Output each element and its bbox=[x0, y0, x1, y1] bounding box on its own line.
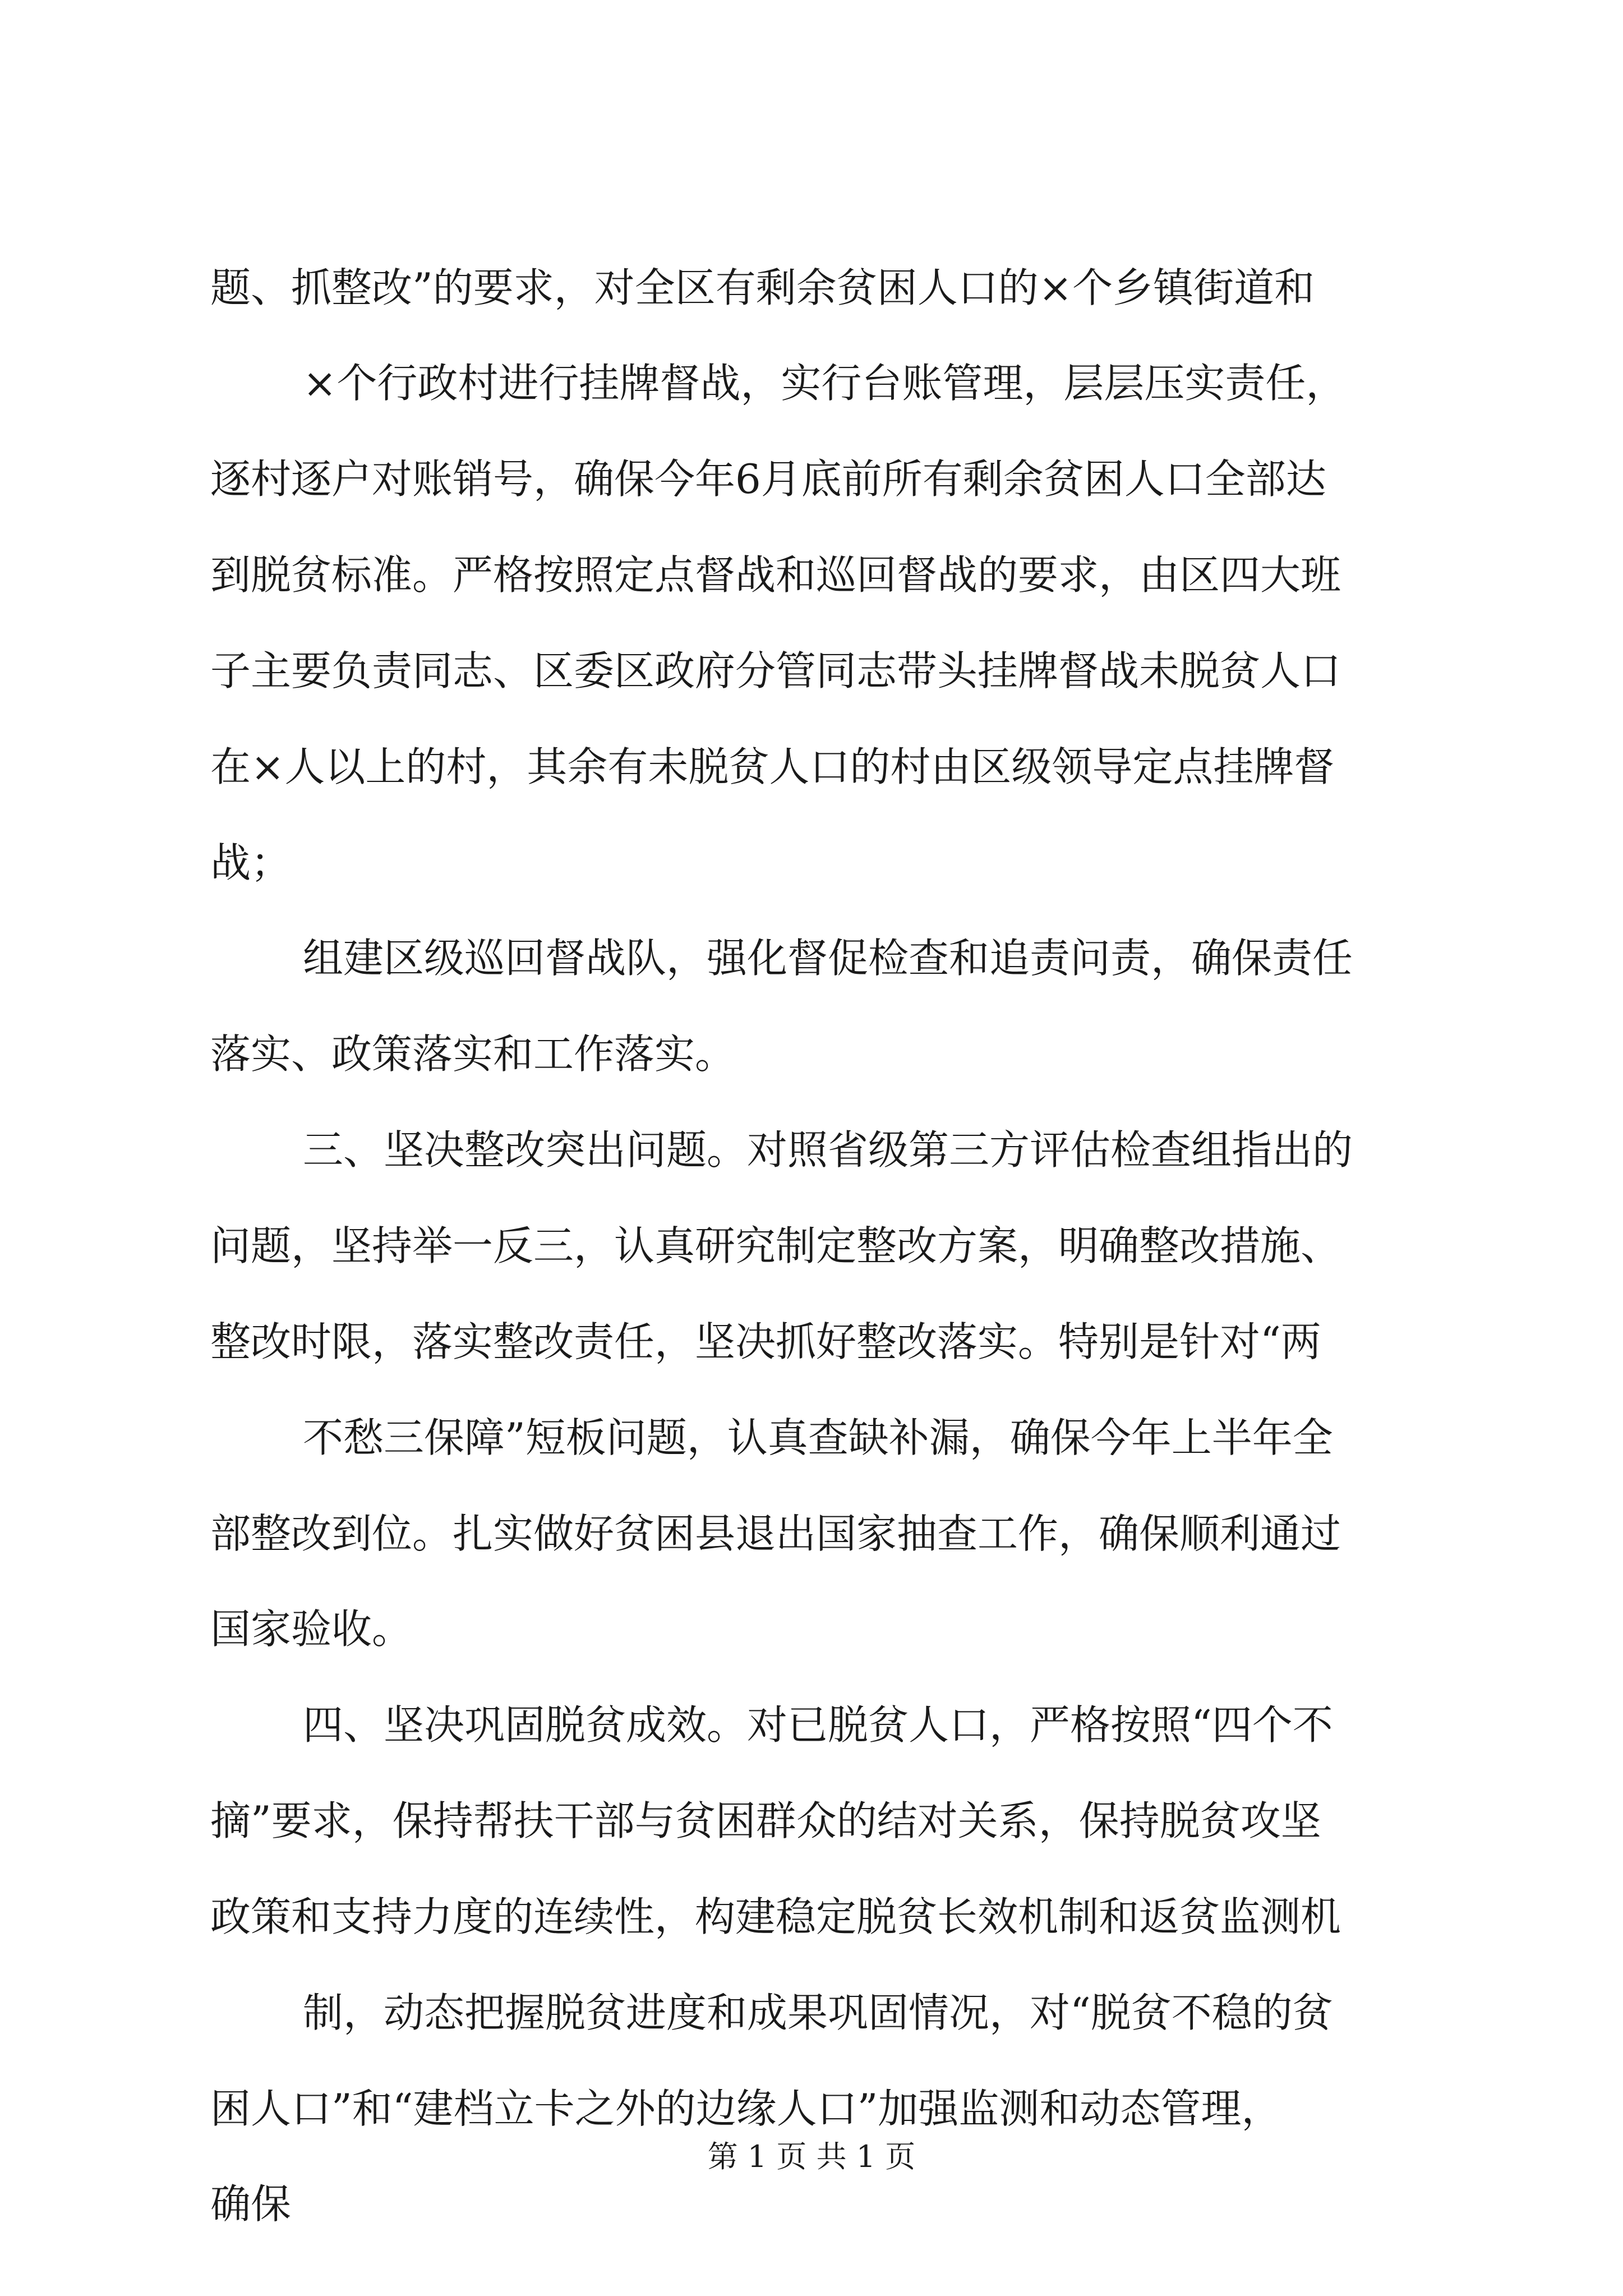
text-line: 逐村逐户对账销号，确保今年6月底前所有剩余贫困人口全部达 bbox=[210, 455, 1326, 503]
page-number-footer: 第 1 页 共 1 页 bbox=[707, 2139, 916, 2174]
text-line: 困人口”和“建档立卡之外的边缘人口”加强监测和动态管理， bbox=[210, 2085, 1282, 2132]
text-line: 整改时限，落实整改责任，坚决抓好整改落实。特别是针对“两 bbox=[210, 1318, 1321, 1365]
text-line: 部整改到位。扎实做好贫困县退出国家抽查工作，确保顺利通过 bbox=[210, 1510, 1341, 1557]
text-line: 题、抓整改”的要求，对全区有剩余贫困人口的×个乡镇街道和 bbox=[210, 264, 1315, 311]
text-line: 到脱贫标准。严格按照定点督战和巡回督战的要求，由区四大班 bbox=[210, 551, 1341, 599]
text-line: 不愁三保障”短板问题，认真查缺补漏，确保今年上半年全 bbox=[303, 1414, 1333, 1461]
text-line: 子主要负责同志、区委区政府分管同志带头挂牌督战未脱贫人口 bbox=[210, 647, 1341, 694]
text-line: 三、坚决整改突出问题。对照省级第三方评估检查组指出的 bbox=[303, 1126, 1353, 1174]
text-line: 制，动态把握脱贫进度和成果巩固情况，对“脱贫不稳的贫 bbox=[303, 1989, 1333, 2036]
text-line: ×个行政村进行挂牌督战，实行台账管理，层层压实责任， bbox=[303, 360, 1347, 407]
text-line: 战； bbox=[210, 839, 292, 886]
text-line: 确保 bbox=[210, 2180, 292, 2228]
text-line: 问题，坚持举一反三，认真研究制定整改方案，明确整改措施、 bbox=[210, 1222, 1341, 1269]
text-line: 摘”要求，保持帮扶干部与贫困群众的结对关系，保持脱贫攻坚 bbox=[210, 1797, 1321, 1844]
text-line: 政策和支持力度的连续性，构建稳定脱贫长效机制和返贫监测机 bbox=[210, 1893, 1341, 1940]
text-line: 四、坚决巩固脱贫成效。对已脱贫人口，严格按照“四个不 bbox=[303, 1701, 1333, 1749]
text-line: 组建区级巡回督战队，强化督促检查和追责问责，确保责任 bbox=[303, 935, 1353, 982]
text-line: 落实、政策落实和工作落实。 bbox=[210, 1030, 736, 1078]
text-line: 国家验收。 bbox=[210, 1605, 413, 1653]
text-line: 在×人以上的村，其余有未脱贫人口的村由区级领导定点挂牌督 bbox=[210, 743, 1335, 790]
